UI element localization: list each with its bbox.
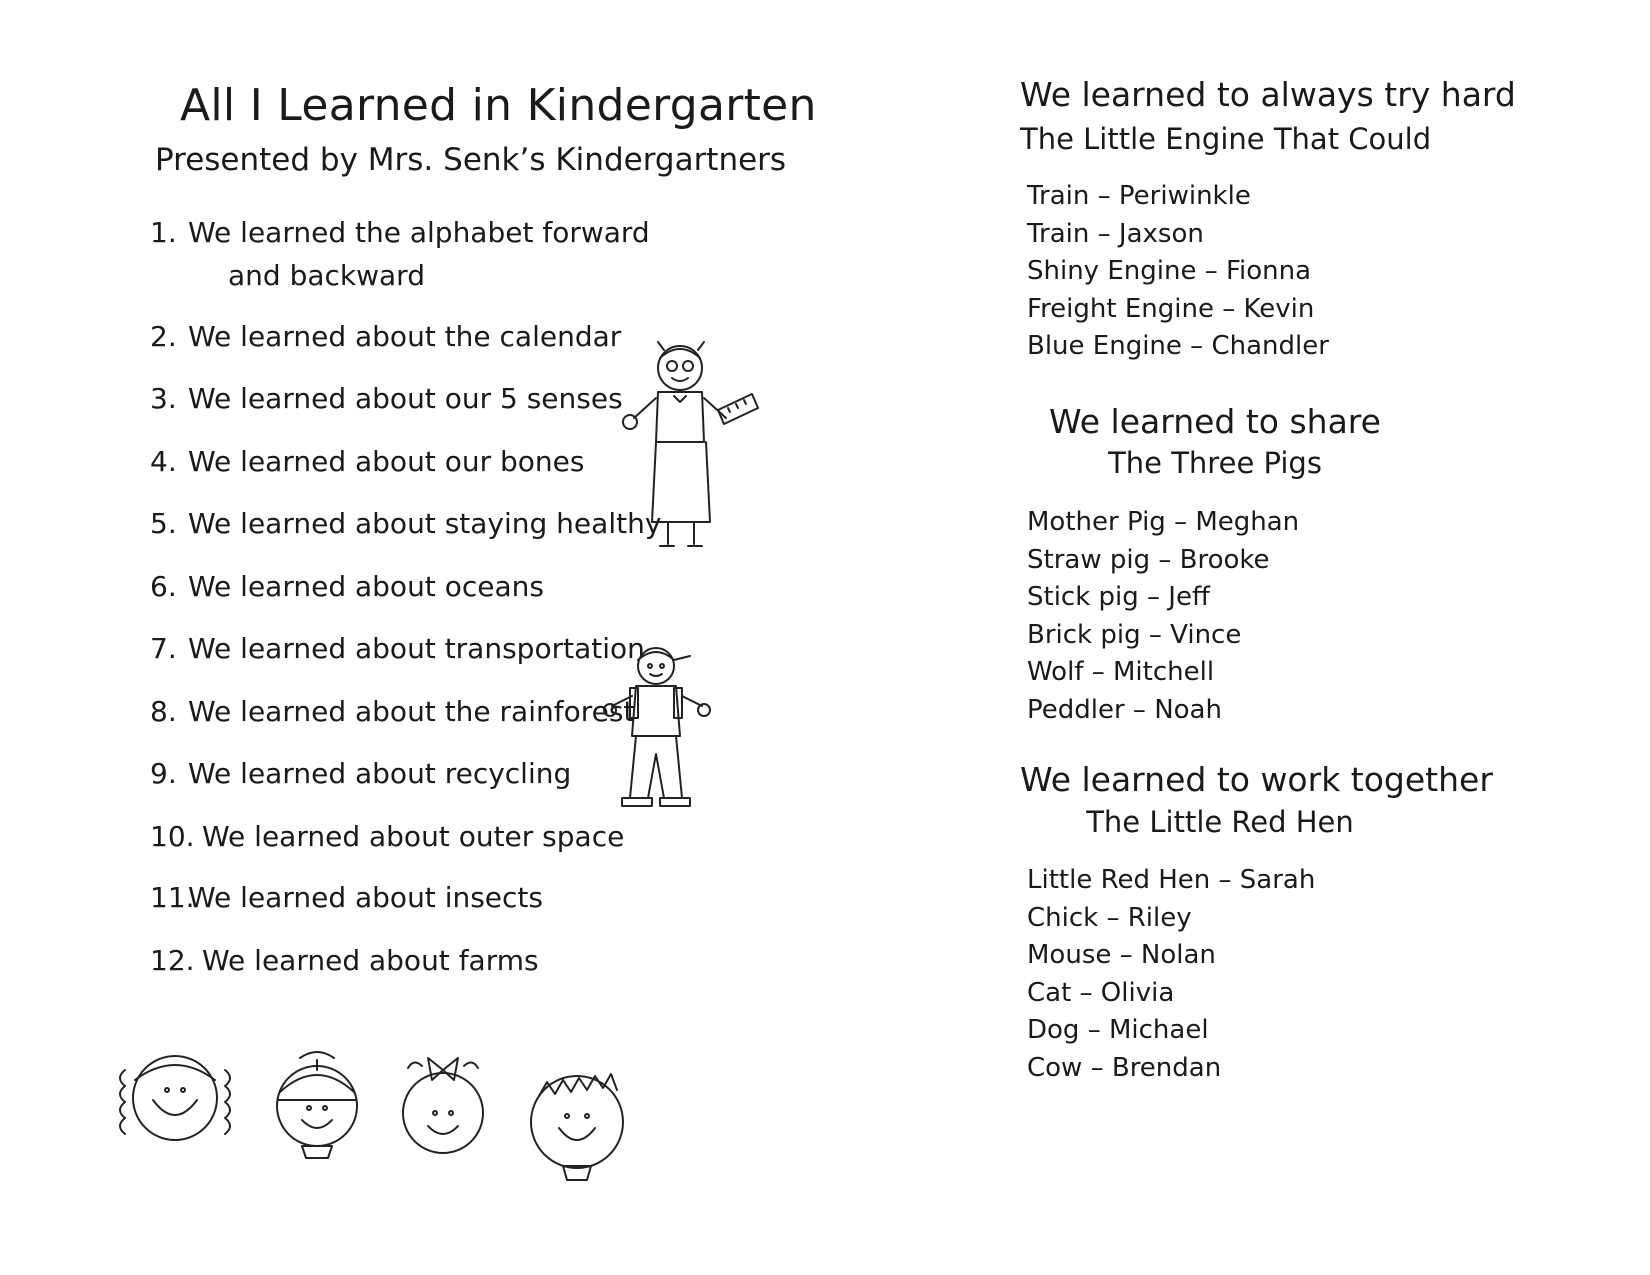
story-title: The Little Red Hen <box>1086 805 1354 839</box>
list-text: We learned about our 5 senses <box>188 382 623 415</box>
section-heading: We learned to always try hard <box>1020 75 1516 114</box>
cast-item: Brick pig – Vince <box>1027 619 1242 650</box>
list-number: 2. <box>150 320 177 353</box>
cast-item: Straw pig – Brooke <box>1027 544 1270 575</box>
list-number: 7. <box>150 632 177 665</box>
list-text: We learned about outer space <box>202 820 625 853</box>
story-title: The Three Pigs <box>1108 446 1322 480</box>
list-item <box>150 382 623 415</box>
list-text: We learned about the rainforest <box>188 695 635 728</box>
list-item <box>150 632 645 665</box>
cast-item: Mouse – Nolan <box>1027 940 1216 970</box>
list-text: We learned about staying healthy <box>188 507 662 540</box>
girl-bow-face-icon <box>388 1038 498 1163</box>
cast-item: Train – Jaxson <box>1027 218 1204 249</box>
list-number: 3. <box>150 382 177 415</box>
list-item <box>150 881 543 914</box>
list-number: 12. <box>150 944 195 977</box>
list-item <box>150 507 661 540</box>
list-item <box>150 216 650 292</box>
cast-item: Peddler – Noah <box>1027 694 1222 725</box>
student-with-backpack-icon <box>600 640 720 820</box>
cast-list <box>1027 862 1315 1087</box>
cast-list <box>1027 178 1329 366</box>
list-text: We learned about the calendar <box>188 320 622 353</box>
list-number: 6. <box>150 570 177 603</box>
page-title: All I Learned in Kindergarten <box>180 80 817 131</box>
cast-item: Little Red Hen – Sarah <box>1027 865 1316 895</box>
list-item <box>150 820 624 853</box>
boy-propeller-cap-face-icon <box>262 1048 372 1163</box>
list-text: We learned about oceans <box>188 570 544 603</box>
list-text: We learned about recycling <box>188 757 572 790</box>
girl-curly-pigtails-face-icon <box>95 1050 255 1150</box>
list-item <box>150 695 634 728</box>
list-item <box>150 445 584 478</box>
section-heading: We learned to share <box>1049 402 1381 441</box>
list-item <box>150 570 544 603</box>
story-title: The Little Engine That Could <box>1020 122 1432 156</box>
cast-list <box>1027 504 1299 729</box>
list-number: 11. <box>150 881 195 914</box>
section-heading: We learned to work together <box>1020 760 1493 799</box>
list-item <box>150 757 571 790</box>
list-number: 5. <box>150 507 177 540</box>
cast-item: Shiny Engine – Fionna <box>1027 256 1312 286</box>
cast-item: Blue Engine – Chandler <box>1027 331 1329 361</box>
cast-item: Freight Engine – Kevin <box>1027 293 1315 324</box>
list-text: We learned about insects <box>188 881 543 914</box>
cast-item: Cat – Olivia <box>1027 977 1175 1008</box>
teacher-with-ruler-icon <box>610 340 760 575</box>
cast-item: Mother Pig – Meghan <box>1027 507 1300 537</box>
boy-spiky-hair-face-icon <box>525 1058 630 1188</box>
cast-item: Stick pig – Jeff <box>1027 582 1210 612</box>
cast-item: Dog – Michael <box>1027 1015 1209 1045</box>
list-text: We learned about transportation <box>188 632 645 665</box>
list-text: We learned about our bones <box>188 445 585 478</box>
page-subtitle: Presented by Mrs. Senk’s Kindergartners <box>155 142 787 178</box>
list-number: 8. <box>150 695 177 728</box>
cast-item: Train – Periwinkle <box>1027 181 1251 211</box>
cast-item: Chick – Riley <box>1027 902 1192 933</box>
list-text: We learned the alphabet forward <box>188 216 650 249</box>
list-text-continued: and backward <box>228 259 425 292</box>
list-number: 10. <box>150 820 195 853</box>
cast-item: Cow – Brendan <box>1027 1052 1222 1083</box>
list-item <box>150 320 621 353</box>
cast-item: Wolf – Mitchell <box>1027 657 1215 687</box>
list-item <box>150 944 539 977</box>
list-number: 1. <box>150 216 177 249</box>
list-text: We learned about farms <box>202 944 539 977</box>
list-number: 9. <box>150 757 177 790</box>
list-number: 4. <box>150 445 177 478</box>
